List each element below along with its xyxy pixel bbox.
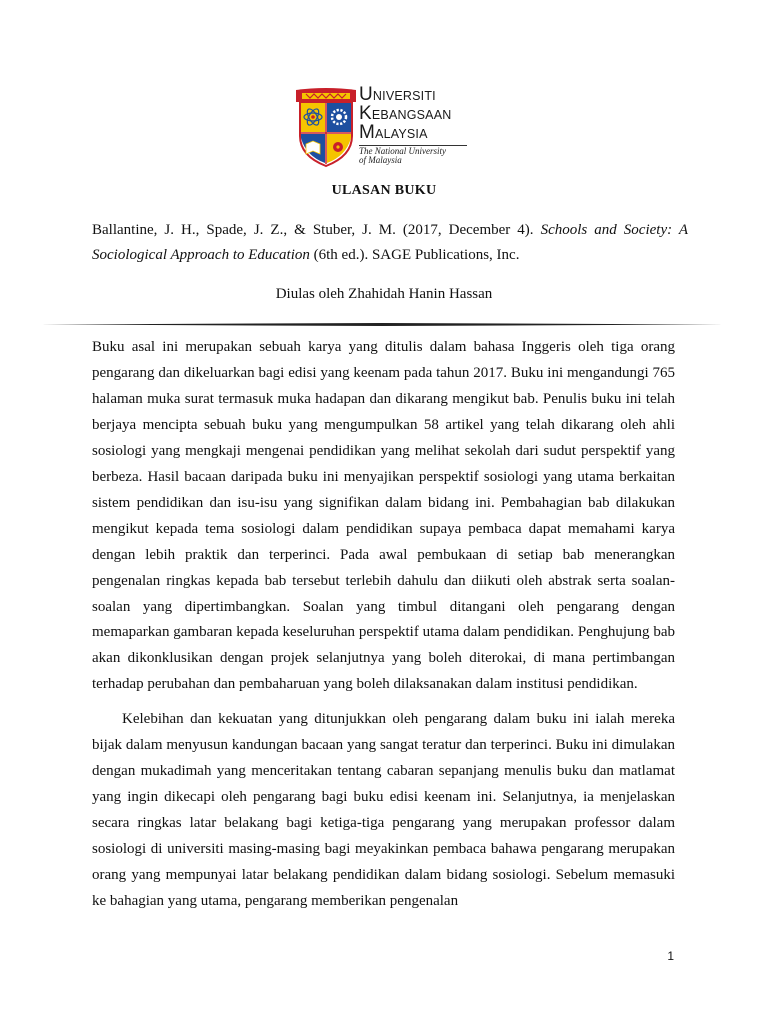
horizontal-divider	[40, 323, 724, 326]
university-logo	[296, 86, 476, 172]
citation-edition: (6th ed.). SAGE Publications, Inc.	[309, 247, 520, 263]
citation-book-title: Schools and Society: A Sociological Approach to Education	[92, 222, 689, 263]
logo-line-2: KEBANGSAAN	[359, 103, 452, 124]
reviewer-line: Diulas oleh Zhahidah Hanin Hassan	[275, 286, 493, 302]
paragraph-2: Kelebihan dan kekuatan yang ditunjukkan oleh pengarang dalam buku ini ialah mereka bijak dalam menyusun kandungan bacaan yang sangat teratur dan terperinci. Buku ini dimulakan dengan mukadimah yang menceritakan tentang cabaran sepanjang menulis buku dan matlamat yang ingin dikecapi oleh pengarang bagi buku edisi keenam ini. Selanjutnya, ia menjelaskan secara ringkas latar belakang bagi ketiga-tiga pengarang yang merupakan professor dalam sosiologi di universiti masing-masing bagi meyakinkan pembaca bahawa pengarang merupakan orang yang mempunyai latar belakang pendidikan dalam bidang sosiologi. Sebelum memasuki ke bahagian yang utama, pengarang memberikan pengenalan	[92, 711, 675, 910]
logo-line-1: UNIVERSITI	[359, 84, 436, 105]
logo-line-3: MALAYSIA	[359, 122, 428, 143]
logo-tagline	[359, 145, 467, 165]
review-body	[92, 335, 675, 915]
page-number: 1	[667, 949, 674, 963]
tagline-line-2: of Malaysia	[359, 155, 402, 165]
university-name	[359, 86, 479, 165]
paragraph-1: Buku asal ini merupakan sebuah karya yang ditulis dalam bahasa Inggeris oleh tiga orang pengarang dan dikeluarkan bagi edisi yang keenam pada tahun 2017. Buku ini mengandungi 765 halaman muka surat termasuk muka hadapan dan dikarang mengikut bab. Penulis buku ini telah berjaya mencipta sebuah buku yang mengumpulkan 58 artikel yang telah dikarang oleh ahli sosiologi yang mengkaji mengenai pendidikan yang melihat sekolah dari sudut perspektif yang berbeza. Hasil bacaan daripada buku ini menyajikan perspektif sosiologi yang utama berkaitan sistem pendidikan dan isu-isu yang signifikan dalam bidang ini. Pembahagian bab dilakukan mengikut kepada tema sosiologi dalam pendidikan supaya pembaca dapat memahami karya dengan lebih praktik dan terperinci. Pada awal pembukaan di setiap bab menerangkan pengenalan ringkas kepada bab tersebut terlebih dahulu dan diikuti oleh abstrak serta soalan-soalan yang dipertimbangkan. Soalan yang timbul ditangani oleh pengarang dengan memaparkan gambaran kepada keseluruhan perspektif utama dalam pendidikan. Penghujung bab akan dikonklusikan dengan projek selanjutnya yang boleh diterokai, di mana pertimbangan terhadap perubahan dan pembaharuan yang boleh dilaksanakan dalam institusi pendidikan.	[92, 339, 675, 693]
citation-authors: Ballantine, J. H., Spade, J. Z., & Stuber, J. M. (2017, December 4).	[92, 222, 541, 238]
ukm-crest-icon	[296, 86, 356, 168]
tagline-line-1: The National University	[359, 146, 446, 156]
document-title: ULASAN BUKU	[331, 183, 437, 198]
book-citation	[92, 218, 688, 268]
